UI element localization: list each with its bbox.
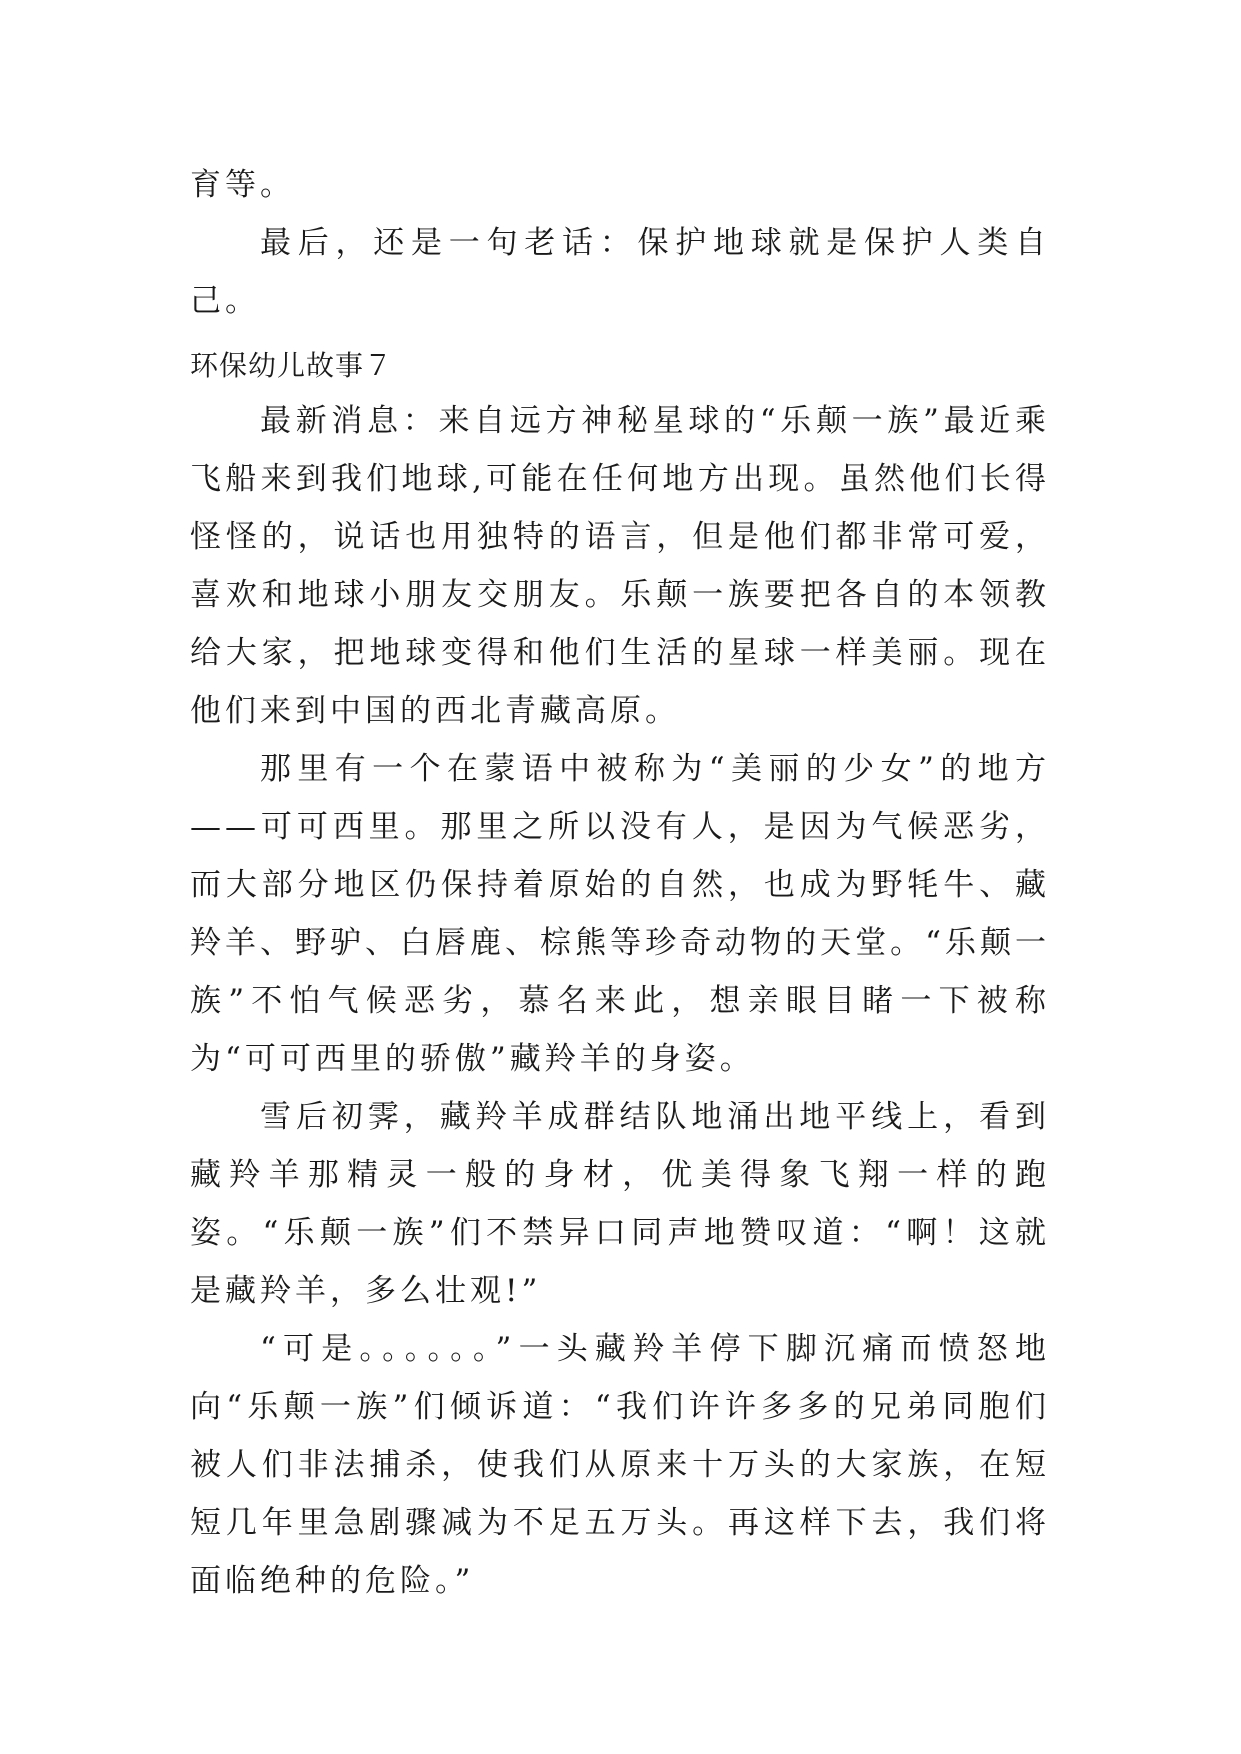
section-title: 环保幼儿故事７ xyxy=(190,349,394,382)
story-paragraph-4: “可是。。。。。。”一头藏羚羊停下脚沉痛而愤怒地向“乐颠一族”们倾诉道：“我们许许多多的兄弟同胞们被人们非法捕杀，使我们从原来十万头的大家族，在短短几年里急剧骤减为不足五万头。再这样下去，我们将面临绝种的危险。” xyxy=(190,1331,1050,1599)
story-paragraph-1: 最新消息：来自远方神秘星球的“乐颠一族”最近乘飞船来到我们地球,可能在任何地方出现。虽然他们长得怪怪的，说话也用独特的语言，但是他们都非常可爱，喜欢和地球小朋友交朋友。乐颠一族要把各自的本领教给大家，把地球变得和他们生活的星球一样美丽。现在他们来到中国的西北青藏高原。 xyxy=(190,403,1050,729)
story-paragraph-2: 那里有一个在蒙语中被称为“美丽的少女”的地方——可可西里。那里之所以没有人，是因为气候恶劣，而大部分地区仍保持着原始的自然，也成为野牦牛、藏羚羊、野驴、白唇鹿、棕熊等珍奇动物的天堂。“乐颠一族”不怕气候恶劣，慕名来此，想亲眼目睹一下被称为“可可西里的骄傲”藏羚羊的身姿。 xyxy=(190,751,1050,1077)
story-paragraph-3: 雪后初霁，藏羚羊成群结队地涌出地平线上，看到藏羚羊那精灵一般的身材，优美得象飞翔一样的跑姿。“乐颠一族”们不禁异口同声地赞叹道：“啊！这就是藏羚羊，多么壮观!” xyxy=(190,1099,1050,1309)
document-page xyxy=(190,0,1050,1754)
closing-paragraph: 最后，还是一句老话：保护地球就是保护人类自己。 xyxy=(190,225,1050,319)
continuation-paragraph: 育等。 xyxy=(190,167,295,203)
